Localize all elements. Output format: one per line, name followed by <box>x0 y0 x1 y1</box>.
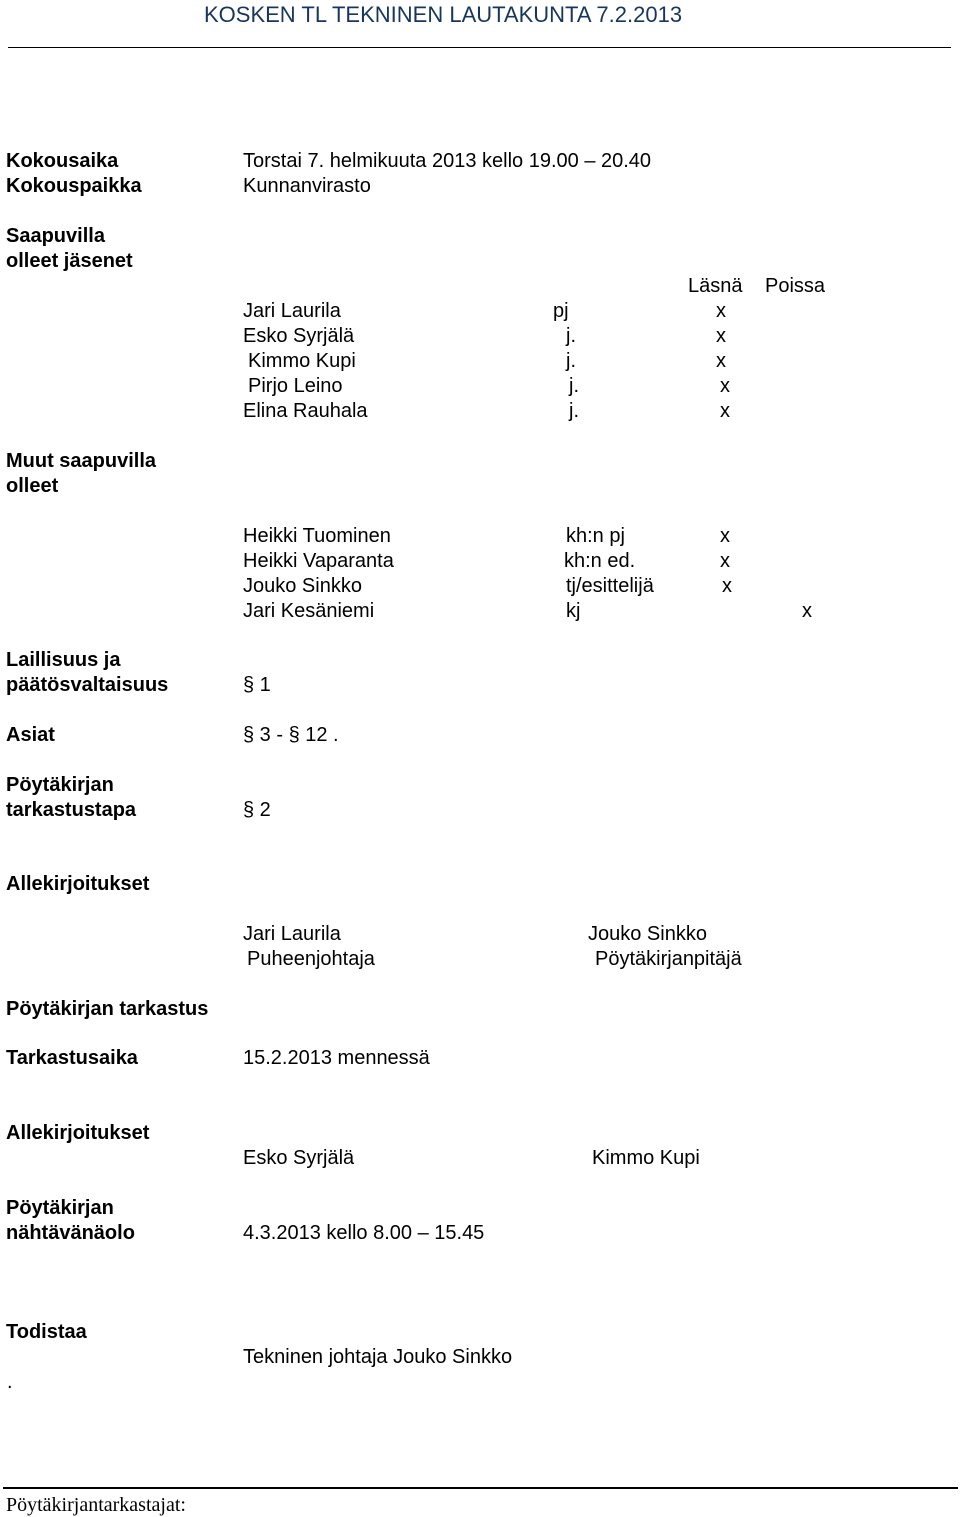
display-value: 4.3.2013 kello 8.00 – 15.45 <box>243 1222 485 1244</box>
others-label-2: olleet <box>6 475 59 497</box>
review-time-label: Tarkastusaika <box>6 1047 138 1069</box>
document-header: KOSKEN TL TEKNINEN LAUTAKUNTA 7.2.2013 <box>204 2 683 27</box>
attendee-role: tj/esittelijä <box>566 575 654 597</box>
secretary-name: Jouko Sinkko <box>588 923 707 945</box>
certify-label: Todistaa <box>6 1321 87 1343</box>
attendee-name: Jari Kesäniemi <box>243 600 375 622</box>
display-label: Pöytäkirjan <box>6 1197 114 1219</box>
matters-label: Asiat <box>6 724 55 746</box>
member-present-mark: x <box>716 350 726 372</box>
meeting-place-label: Kokouspaikka <box>6 175 142 197</box>
attendee-present-mark: x <box>720 550 730 572</box>
member-name: Esko Syrjälä <box>243 325 355 347</box>
member-role: j. <box>569 400 579 422</box>
others-label: Muut saapuvilla <box>6 450 157 472</box>
member-name: Pirjo Leino <box>248 375 343 397</box>
reviewer-signatures-label: Allekirjoitukset <box>6 1122 150 1144</box>
review-method-label-2: tarkastustapa <box>6 799 137 821</box>
members-label: Saapuvilla <box>6 225 105 247</box>
attendee-absent-mark: x <box>802 600 812 622</box>
member-name: Kimmo Kupi <box>248 350 356 372</box>
legality-value: § 1 <box>243 674 271 696</box>
footer-divider <box>3 1487 958 1489</box>
display-label-2: nähtävänäolo <box>6 1222 135 1244</box>
reviewer-name: Esko Syrjälä <box>243 1147 355 1169</box>
secretary-title: Pöytäkirjanpitäjä <box>595 948 742 970</box>
header-divider <box>8 47 951 48</box>
member-role: j. <box>566 325 576 347</box>
chair-name: Jari Laurila <box>243 923 341 945</box>
signatures-label: Allekirjoitukset <box>6 873 150 895</box>
member-present-mark: x <box>720 375 730 397</box>
member-name: Elina Rauhala <box>243 400 368 422</box>
member-name: Jari Laurila <box>243 300 341 322</box>
column-present-header: Läsnä <box>688 275 743 297</box>
attendee-name: Jouko Sinkko <box>243 575 362 597</box>
member-role: pj <box>553 300 569 322</box>
member-present-mark: x <box>720 400 730 422</box>
legality-label-2: päätösvaltaisuus <box>6 674 169 696</box>
column-absent-header: Poissa <box>765 275 826 297</box>
member-present-mark: x <box>716 325 726 347</box>
review-label: Pöytäkirjan tarkastus <box>6 998 209 1020</box>
members-label-2: olleet jäsenet <box>6 250 133 272</box>
member-present-mark: x <box>716 300 726 322</box>
attendee-present-mark: x <box>720 525 730 547</box>
attendee-name: Heikki Vaparanta <box>243 550 394 572</box>
certify-value: Tekninen johtaja Jouko Sinkko <box>243 1346 513 1368</box>
member-role: j. <box>566 350 576 372</box>
member-role: j. <box>569 375 579 397</box>
attendee-present-mark: x <box>722 575 732 597</box>
attendee-role: kh:n ed. <box>564 550 636 572</box>
attendee-role: kj <box>566 600 581 622</box>
legality-label: Laillisuus ja <box>6 649 121 671</box>
reviewer-name: Kimmo Kupi <box>592 1147 700 1169</box>
review-method-value: § 2 <box>243 799 271 821</box>
review-time-value: 15.2.2013 mennessä <box>243 1047 430 1069</box>
meeting-time-value: Torstai 7. helmikuuta 2013 kello 19.00 – 20.40 <box>243 150 652 172</box>
meeting-place-value: Kunnanvirasto <box>243 175 371 197</box>
attendee-role: kh:n pj <box>566 525 625 547</box>
matters-value: § 3 - § 12 . <box>243 724 339 746</box>
footer-reviewers-label: Pöytäkirjantarkastajat: <box>6 1494 186 1516</box>
attendee-name: Heikki Tuominen <box>243 525 391 547</box>
chair-title: Puheenjohtaja <box>247 948 375 970</box>
review-method-label: Pöytäkirjan <box>6 774 114 796</box>
certify-dot: . <box>7 1371 13 1393</box>
meeting-time-label: Kokousaika <box>6 150 119 172</box>
